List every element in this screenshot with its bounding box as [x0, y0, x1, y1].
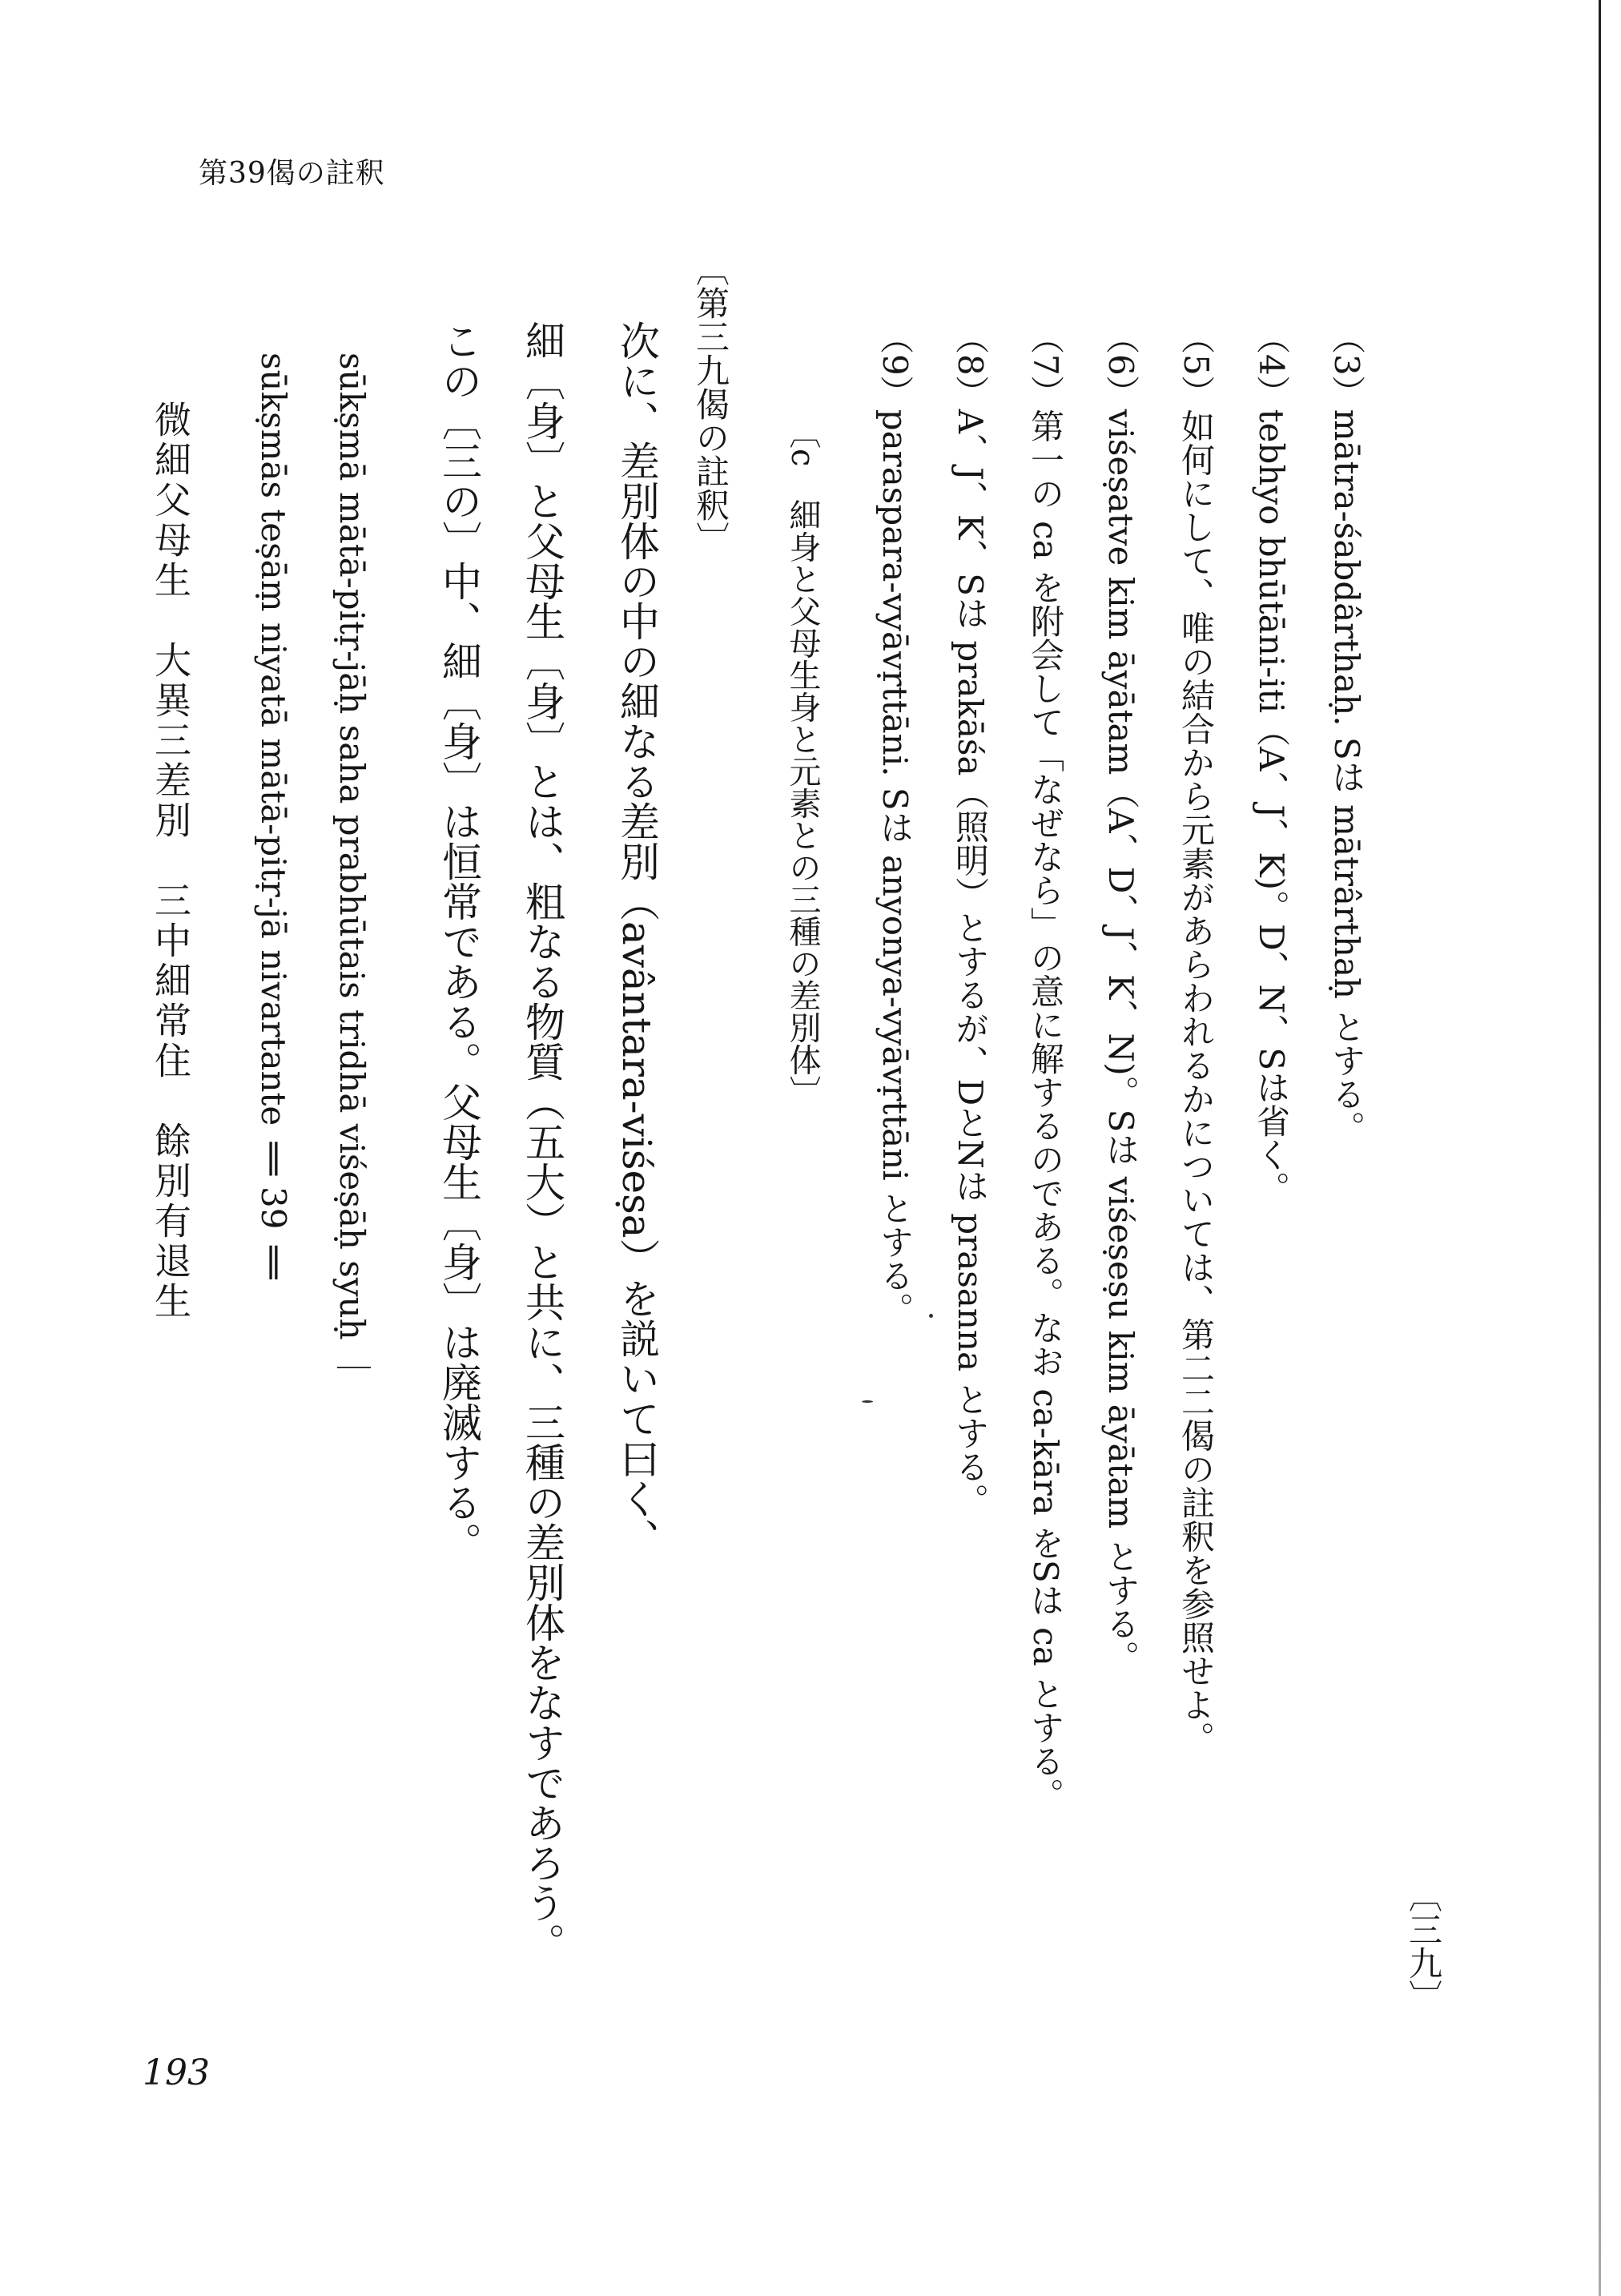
sanskrit-verse-line-2: sūkṣmās teṣāṃ niyatā mātā-pitṛ-jā nivartante ‖ 39 ‖ [254, 352, 293, 1279]
verse-translation-line-2: この〔三の〕中、細〔身〕は恒常である。父母生〔身〕は廃滅する。 [436, 320, 482, 1562]
footnote-6: （6）viśeṣatve kim āyātam（A、D、J、K、N)。Sは viśeṣeṣu kim āyātam とする。 [1101, 320, 1140, 1674]
footnote-5: （5）如何にして、唯の結合から元素があらわれるかについては、第二二偈の註釈を参照せよ。 [1177, 320, 1216, 1755]
commentary-heading: 〔第三九偈の註釈〕 [691, 252, 730, 555]
binding-edge [1599, 0, 1601, 2296]
verse-translation-line-1: 細〔身〕と父母生〔身〕とは、粗なる物質（五大）と共に、三種の差別体をなすであろう。 [519, 320, 565, 1963]
scan-speck [862, 1400, 873, 1403]
footnote-9: （9）paraspara-vyāvṛttāni. Sは anyonya-vyāvṛttāni とする。 [875, 320, 915, 1326]
footnote-8: （8）A、J、K、Sは prakāśa（照明）とするが、DとNは prasanna とする。 [951, 320, 990, 1517]
footnote-7: （7）第一の ca を附会して「なぜなら」の意に解するのである。なお ca-kāra をSは ca とする。 [1026, 320, 1065, 1812]
page-number: 193 [143, 2052, 210, 2093]
sanskrit-verse-line-1: sūkṣmā mātā-pitṛ-jāḥ saha prabhūtais tridhā viśeṣāḥ syuḥ ｜ [332, 352, 372, 1385]
body-paragraph: 次に、差別体の中の細なる差別（avântara-viśeṣa）を説いて曰く、 [613, 320, 660, 1559]
running-header: 第39偈の註釈 [199, 157, 385, 190]
footnote-4: （4）tebhyo bhūtāni-iti（A、J、K)。D、N、Sは省く。 [1252, 320, 1291, 1206]
scan-speck [929, 1314, 933, 1318]
verse-number: 〔三九〕 [1404, 1879, 1443, 2013]
footnote-3: （3）mātra-śabdârthaḥ. Sは mātrârthaḥ とする。 [1327, 320, 1366, 1145]
section-title: 〔c 細身と父母生身と元素との三種の差別体〕 [784, 417, 821, 1108]
chinese-verse: 微細父母生 大異三差別 三中細常住 餘別有退生 [149, 401, 192, 1322]
